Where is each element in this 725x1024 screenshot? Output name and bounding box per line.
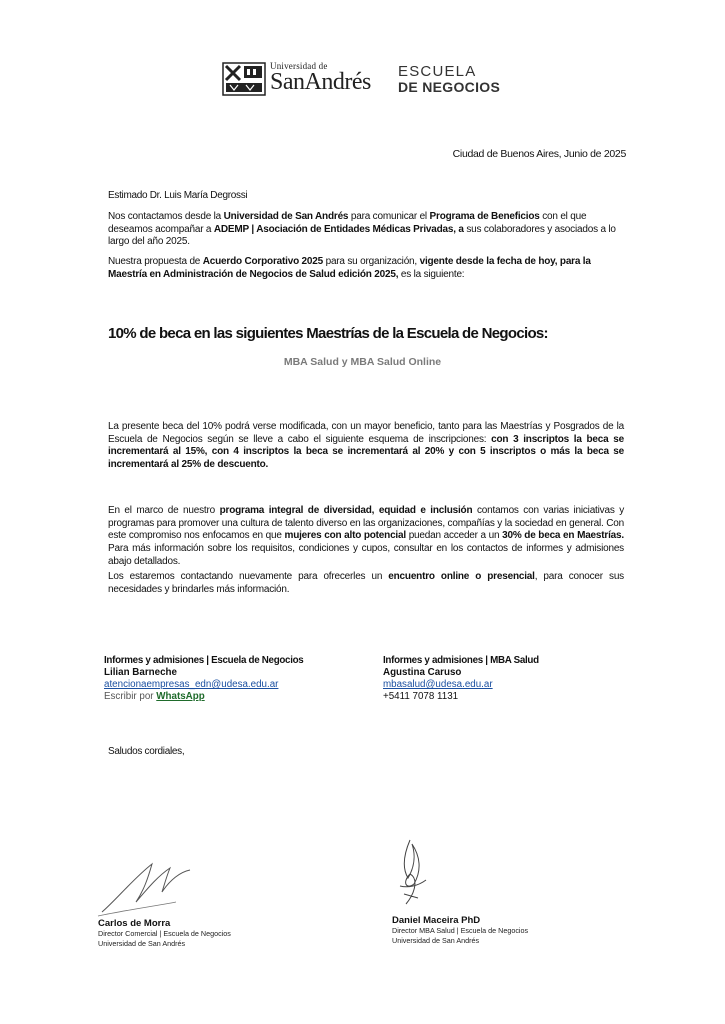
school-name-line2: DE NEGOCIOS: [398, 79, 501, 95]
signer-org: Universidad de San Andrés: [98, 939, 186, 948]
university-crest-icon: [222, 62, 266, 96]
followup-paragraph: Los estaremos contactando nuevamente para ofrecerles un encuentro online o presencial, para conocer sus necesidades y brindarles más información.: [108, 571, 624, 595]
letter-date: Ciudad de Buenos Aires, Junio de 2025: [452, 148, 626, 160]
signer-org: Universidad de San Andrés: [392, 936, 480, 945]
contact-phone: +5411 7078 1131: [383, 691, 459, 702]
letter-greeting: Estimado Dr. Luis María Degrossi: [108, 190, 248, 201]
whatsapp-link[interactable]: WhatsApp: [156, 691, 205, 702]
contact-name: Agustina Caruso: [383, 667, 462, 678]
diversity-paragraph: En el marco de nuestro programa integral de diversidad, equidad e inclusión contamos con varias iniciativas y programas para promover una cultura de talento diverso en las organizaciones, compañías y la sociedad en general. Con este compromiso nos enfocamos en que mujeres con alto potencial puedan acceder a un 30% de beca en Maestrías. Para más información sobre los requisitos, condiciones y cupos, consultar en los contactos de informes y admisiones abajo detallados.: [108, 505, 624, 567]
contact-title: Informes y admisiones | Escuela de Negocios: [104, 655, 304, 666]
contact-block-school: [104, 655, 364, 703]
contact-name: Lilian Barneche: [104, 667, 177, 678]
signature-carlos-icon: [96, 856, 194, 918]
header-logos: [222, 58, 512, 98]
university-name-small: Universidad de: [270, 61, 328, 71]
school-name-line1: ESCUELA: [398, 63, 477, 80]
signer-block-daniel: [392, 915, 528, 946]
scholarship-heading: 10% de beca en las siguientes Maestrías de la Escuela de Negocios:: [108, 325, 548, 342]
signer-role: Director Comercial | Escuela de Negocios: [98, 929, 231, 938]
intro-paragraph: Nos contactamos desde la Universidad de San Andrés para comunicar el Programa de Beneficios con el que deseamos acompañar a ADEMP | Asociación de Entidades Médicas Privadas, a sus colaboradores y asociados a lo largo del año 2025.: [108, 211, 616, 248]
signer-name: Carlos de Morra: [98, 918, 171, 929]
contact-email-link[interactable]: atencionaempresas_edn@udesa.edu.ar: [104, 679, 279, 690]
contact-block-mba: [383, 655, 623, 703]
programs-subheading: MBA Salud y MBA Salud Online: [283, 356, 442, 368]
university-name: SanAndrés: [270, 69, 371, 95]
signer-role: Director MBA Salud | Escuela de Negocios: [392, 926, 529, 935]
signature-daniel-icon: [392, 838, 432, 912]
signer-block-carlos: [98, 918, 231, 949]
signer-name: Daniel Maceira PhD: [392, 915, 481, 926]
whatsapp-line: Escribir por WhatsApp: [104, 691, 205, 702]
closing-text: Saludos cordiales,: [108, 746, 185, 757]
scholarship-scheme-paragraph: La presente beca del 10% podrá verse modificada, con un mayor beneficio, tanto para las Maestrías y Posgrados de la Escuela de Negocios según se lleve a cabo el siguiente esquema de inscripciones: con 3 inscriptos la beca se incrementará al 15%, con 4 inscriptos la beca se incrementará al 20% y con 5 inscriptos o más la beca se incrementará al 25% de descuento.: [108, 421, 624, 471]
proposal-paragraph: Nuestra propuesta de Acuerdo Corporativo 2025 para su organización, vigente desde la fecha de hoy, para la Maestría en Administración de Negocios de Salud edición 2025, es la siguiente:: [108, 256, 591, 280]
contact-title: Informes y admisiones | MBA Salud: [383, 655, 539, 666]
contact-email-link[interactable]: mbasalud@udesa.edu.ar: [383, 679, 493, 690]
